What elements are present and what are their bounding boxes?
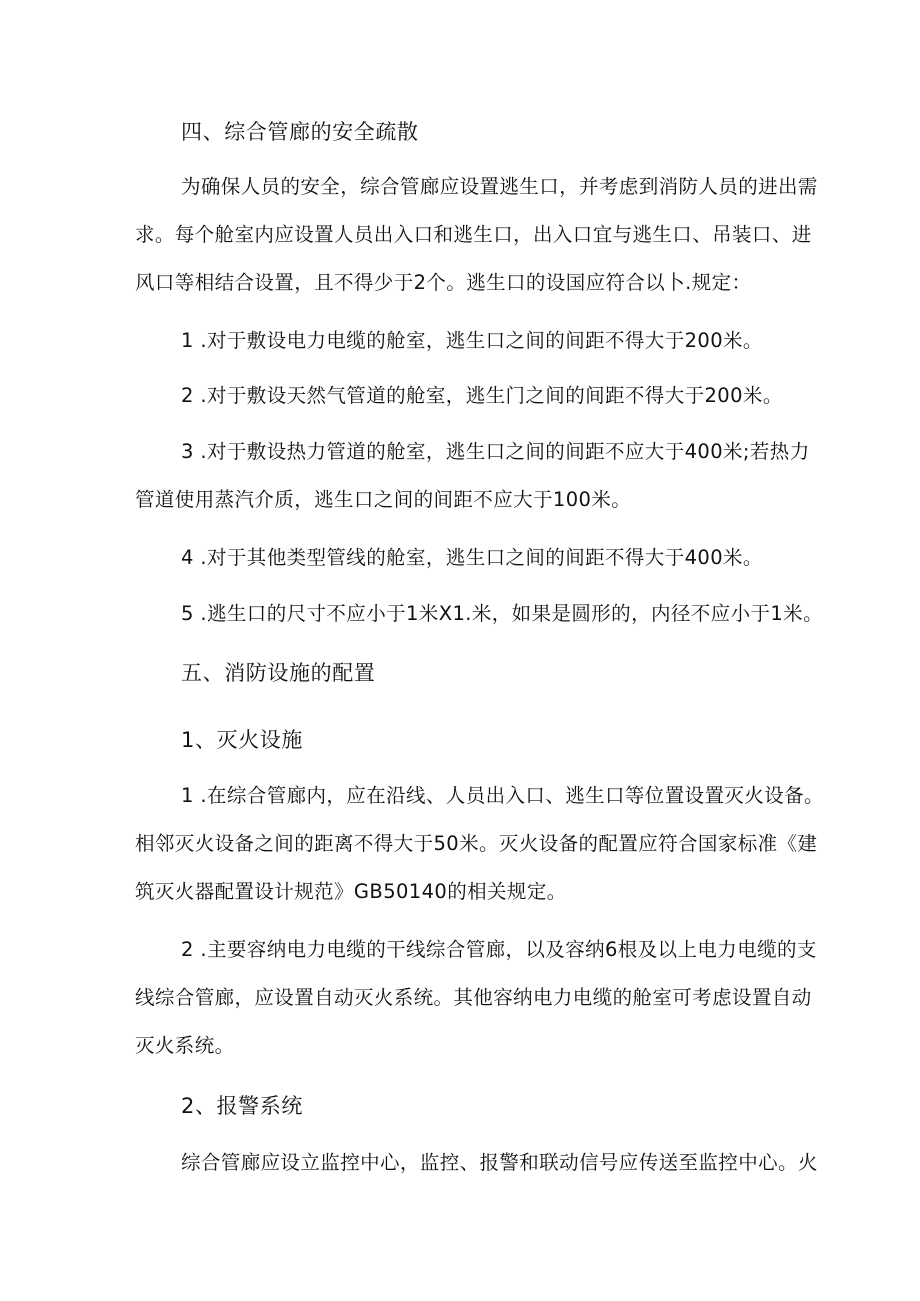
section-5-heading: 五、消防设施的配置 [181,661,376,685]
section-4-heading: 四、综合管廊的安全疏散 [181,120,419,144]
section-4-intro-line: 为确保人员的安全，综合管廊应设置逃生口，并考虑到消防人员的进出需 [181,175,818,198]
rule-item-1: 1 .对于敷设电力电缆的舱室，逃生口之间的间距不得大于200米。 [181,329,763,352]
fire-item-1: 1 .在综合管廊内，应在沿线、人员出入口、逃生口等位置设置灭火设备。 [181,784,824,807]
subsection-1-heading: 1、灭火设施 [181,728,303,752]
alarm-paragraph-line: 综合管廊应设立监控中心，监控、报警和联动信号应传送至监控中心。火 [181,1151,818,1174]
fire-item-2-continued: 线综合管廊，应设置自动灭火系统。其他容纳电力电缆的舱室可考虑设置自动 [135,986,812,1009]
section-4-intro-line: 风口等相结合设置，且不得少于2个。逃生口的设国应符合以卜.规定： [135,271,752,294]
fire-item-2: 2 .主要容纳电力电缆的干线综合管廊，以及容纳6根及以上电力电缆的支 [181,938,817,961]
fire-item-1-continued: 相邻灭火设备之间的距离不得大于50米。灭火设备的配置应符合国家标准《建 [135,832,818,855]
rule-item-2: 2 .对于敷设天然气管道的舱室，逃生门之间的间距不得大于200米。 [181,384,783,407]
rule-item-5: 5 .逃生口的尺寸不应小于1米X1.米，如果是圆形的，内径不应小于1米。 [181,602,823,625]
rule-item-4: 4 .对于其他类型管线的舱室，逃生口之间的间距不得大于400米。 [181,546,763,569]
fire-item-1-continued: 筑灭火器配置设计规范》GB50140的相关规定。 [135,880,567,903]
subsection-2-heading: 2、报警系统 [181,1094,303,1118]
fire-item-2-continued: 灭火系统。 [135,1034,235,1057]
rule-item-3-continued: 管道使用蒸汽介质，逃生口之间的间距不应大于100米。 [135,488,632,511]
section-4-intro-line: 求。每个舱室内应设置人员出入口和逃生口，出入口宜与逃生口、吊装口、进 [135,223,812,246]
rule-item-3: 3 .对于敷设热力管道的舱室，逃生口之间的间距不应大于400米;若热力 [181,440,810,463]
